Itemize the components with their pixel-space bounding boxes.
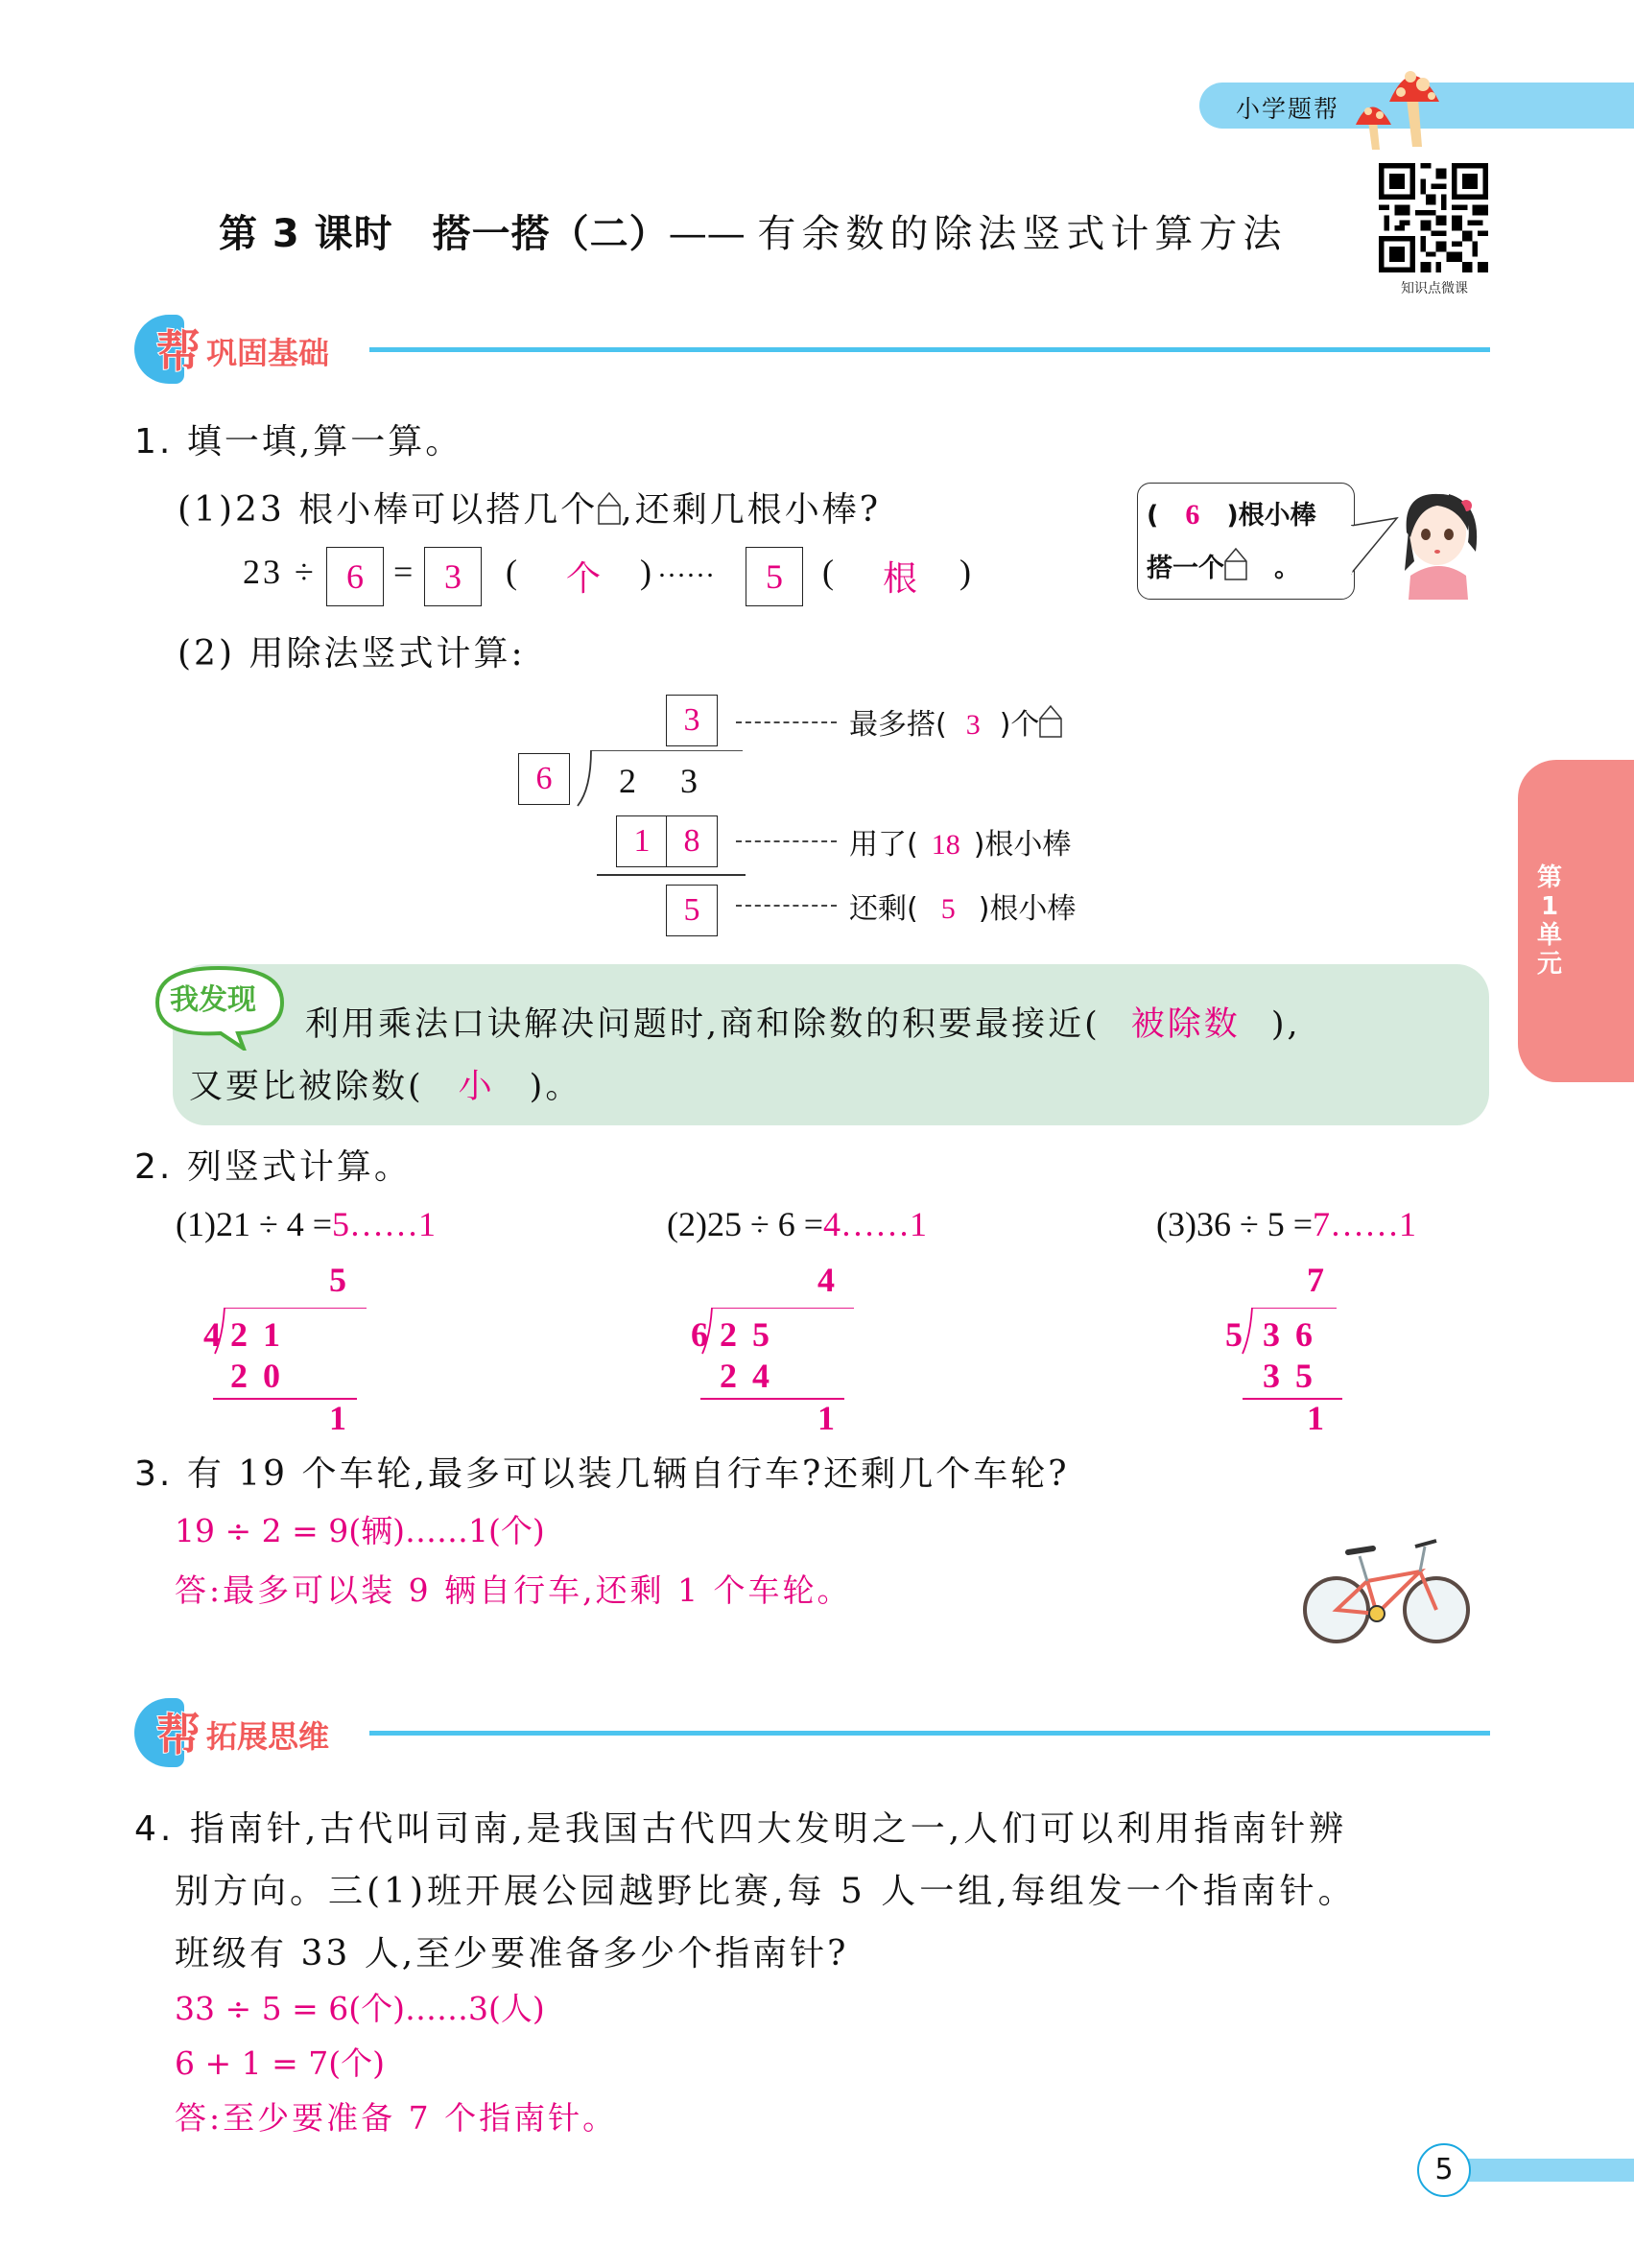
q2-item-3-equation: (3)36 ÷ 5 =7……1 <box>1156 1205 1417 1243</box>
section-title-extension: 拓展思维 <box>206 1718 330 1755</box>
discover-badge-label: 我发现 <box>170 983 256 1017</box>
house-shape-icon <box>1224 548 1247 580</box>
q2-1-dividend: 21 <box>230 1315 296 1354</box>
paren-open-1: ( <box>506 553 520 591</box>
question-4-line-3: 班级有 33 人,至少要准备多少个指南针? <box>175 1934 849 1973</box>
note-quotient: 最多搭( 3 )个 <box>849 700 1062 743</box>
paren-close-1: ) <box>640 553 654 591</box>
page-number: 5 <box>1417 2143 1471 2197</box>
answer-unit-gen[interactable]: 根 <box>883 559 921 599</box>
q2-2-remainder: 1 <box>817 1399 835 1437</box>
q2-2-quotient: 4 <box>817 1261 835 1299</box>
title-dash: —— <box>668 212 746 256</box>
q2-2-dividend: 25 <box>720 1315 785 1354</box>
answer-box-quotient[interactable]: 3 <box>424 547 482 606</box>
note-remainder: 还剩( 5 )根小棒 <box>849 892 1077 926</box>
qr-caption: 知识点微课 <box>1401 281 1468 296</box>
answer-unit-ge[interactable]: 个 <box>566 559 604 599</box>
ld-product-ones-box[interactable]: 8 <box>666 815 718 867</box>
brand-label: 小学题帮 <box>1236 95 1340 123</box>
ld-dividend-tens: 2 <box>619 762 639 800</box>
question-4-line-1: 4. 指南针,古代叫司南,是我国古代四大发明之一,人们可以利用指南针辨 <box>134 1809 1348 1849</box>
qr-code-icon[interactable] <box>1379 163 1488 272</box>
q3-answer[interactable]: 答:最多可以装 9 辆自行车,还剩 1 个车轮。 <box>175 1571 852 1609</box>
bubble-answer[interactable]: 6 <box>1185 499 1200 531</box>
house-shape-icon <box>598 492 621 525</box>
q2-1-remainder: 1 <box>329 1399 346 1437</box>
q2-2-divisor: 6 <box>691 1315 708 1354</box>
answer-box-remainder[interactable]: 5 <box>746 547 803 606</box>
bubble-line-1: ( 6 )根小棒 <box>1147 499 1316 531</box>
discover-line-1: 利用乘法口诀解决问题时,商和除数的积要最接近( 被除数 ), <box>305 1005 1301 1044</box>
q3-work[interactable]: 19 ÷ 2 = 9(辆)……1(个) <box>175 1512 545 1549</box>
q2-1-divisor: 4 <box>203 1315 221 1354</box>
lesson-title-main: 第 3 课时 搭一搭（二） <box>219 212 669 256</box>
ld-divisor-box[interactable]: 6 <box>518 753 570 805</box>
q2-item-1-equation: (1)21 ÷ 4 =5……1 <box>176 1205 437 1243</box>
question-1-part2-text: (2) 用除法竖式计算: <box>178 634 526 673</box>
q2-3-remainder: 1 <box>1307 1399 1324 1437</box>
note-dash-1 <box>736 721 837 723</box>
remainder-dots: …… <box>657 552 715 583</box>
paren-open-2: ( <box>822 553 837 591</box>
q4-answer[interactable]: 答:至少要准备 7 个指南针。 <box>175 2099 618 2137</box>
q2-2-product: 24 <box>720 1357 785 1395</box>
q2-3-dividend: 36 <box>1263 1315 1328 1354</box>
section-badge-char: 帮 <box>156 325 201 377</box>
unit-tab-label: 第 1 单 元 <box>1536 863 1562 979</box>
note-dash-3 <box>736 905 837 907</box>
question-2-prompt: 2. 列竖式计算。 <box>134 1147 412 1187</box>
question-3-prompt: 3. 有 19 个车轮,最多可以装几辆自行车?还剩几个车轮? <box>134 1454 1070 1494</box>
discover-answer-1[interactable]: 被除数 <box>1130 1005 1241 1044</box>
ld-quotient-box[interactable]: 3 <box>666 695 718 746</box>
lesson-subtitle: 有余数的除法竖式计算方法 <box>757 212 1288 256</box>
q2-item-2-equation: (2)25 ÷ 6 =4……1 <box>667 1205 928 1243</box>
footer-bar <box>1458 2159 1634 2182</box>
ld-subtract-line <box>597 874 746 876</box>
house-shape-icon <box>1039 705 1062 738</box>
section-badge-char: 帮 <box>156 1709 201 1760</box>
section-divider <box>369 347 1490 352</box>
mushroom-icon <box>1351 56 1466 155</box>
q2-3-divisor: 5 <box>1225 1315 1243 1354</box>
answer-box-divisor[interactable]: 6 <box>326 547 384 606</box>
question-1-prompt: 1. 填一填,算一算。 <box>134 422 463 461</box>
q2-3-product: 35 <box>1263 1357 1328 1395</box>
discover-line-2: 又要比被除数( 小 )。 <box>189 1068 582 1106</box>
section-title-basics: 巩固基础 <box>206 335 330 371</box>
q4-work-1[interactable]: 33 ÷ 5 = 6(个)……3(人) <box>175 1990 545 2027</box>
q4-work-2[interactable]: 6 + 1 = 7(个) <box>175 2044 385 2082</box>
ld-division-bracket <box>576 750 748 812</box>
question-4-line-2: 别方向。三(1)班开展公园越野比赛,每 5 人一组,每组发一个指南针。 <box>175 1872 1357 1911</box>
section-divider <box>369 1731 1490 1736</box>
note-product: 用了( 18 )根小棒 <box>849 828 1072 862</box>
girl-character-illustration <box>1391 484 1487 603</box>
q2-3-line <box>1243 1398 1342 1400</box>
q2-3-quotient: 7 <box>1307 1261 1324 1299</box>
note-dash-2 <box>736 840 837 842</box>
lesson-title <box>219 203 1287 258</box>
q2-1-quotient: 5 <box>329 1261 346 1299</box>
paren-close-2: ) <box>959 553 974 591</box>
question-1-part1-text: (1)23 根小棒可以搭几个 ,还剩几根小棒? <box>178 490 882 530</box>
ld-product-tens-box[interactable]: 1 <box>616 815 668 867</box>
equation-equals: = <box>393 553 416 591</box>
ld-remainder-box[interactable]: 5 <box>666 885 718 936</box>
equation-dividend: 23 ÷ <box>243 553 317 591</box>
q2-1-product: 20 <box>230 1357 296 1395</box>
bicycle-illustration <box>1300 1535 1473 1649</box>
bubble-line-2: 搭一个 。 <box>1147 547 1300 584</box>
discover-answer-2[interactable]: 小 <box>458 1068 495 1106</box>
ld-dividend-ones: 3 <box>680 762 700 800</box>
